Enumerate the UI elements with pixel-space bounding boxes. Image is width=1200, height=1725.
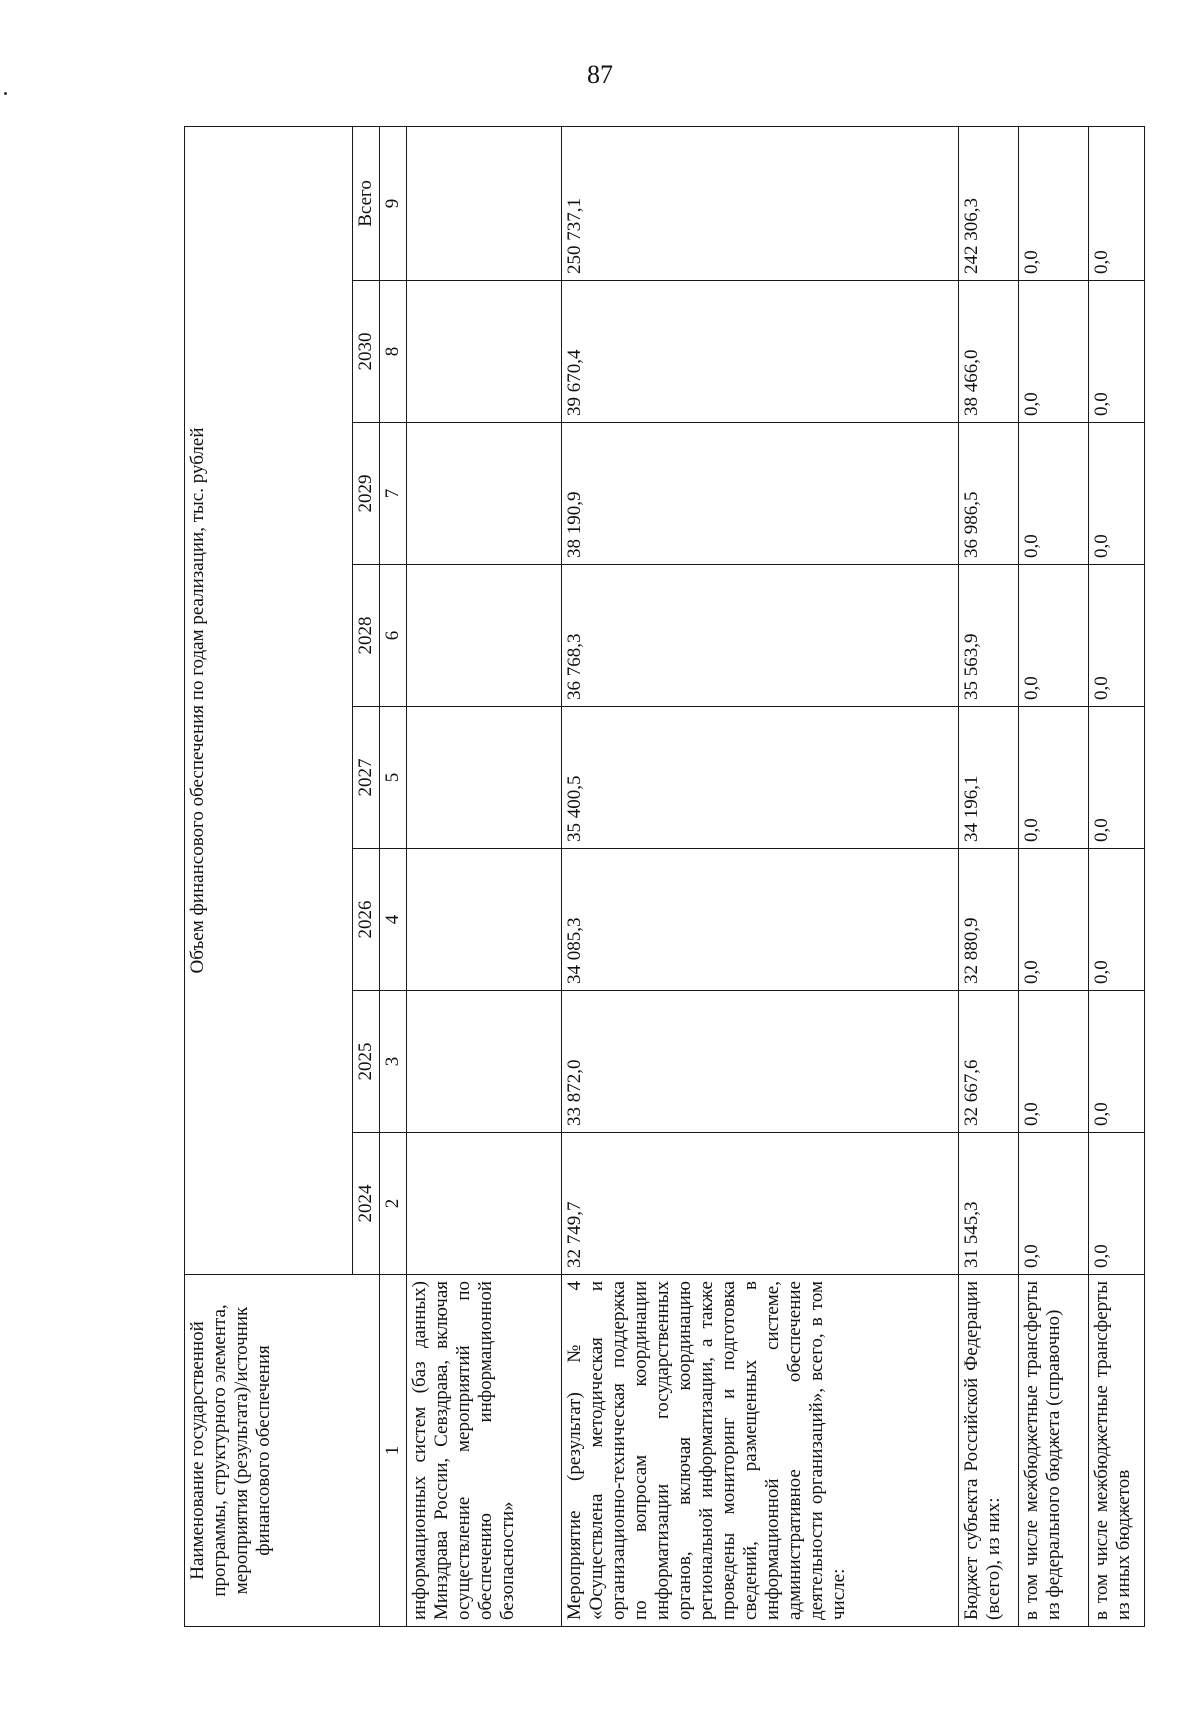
total-cell: 250 737,1 — [562, 126, 959, 280]
value-cell: 34 196,1 — [959, 707, 1019, 849]
table-row — [959, 126, 1019, 1626]
value-cell — [407, 707, 562, 849]
financing-table — [184, 126, 1145, 1627]
value-cell: 32 667,6 — [959, 991, 1019, 1133]
column-number: 9 — [380, 126, 407, 280]
table-row — [1019, 126, 1089, 1626]
value-cell: 33 872,0 — [562, 991, 959, 1133]
value-cell: 0,0 — [1089, 565, 1145, 707]
total-header: Всего — [353, 126, 380, 280]
column-number: 5 — [380, 707, 407, 849]
column-number: 4 — [380, 849, 407, 991]
value-cell — [407, 1133, 562, 1275]
value-cell: 0,0 — [1019, 849, 1089, 991]
total-cell: 242 306,3 — [959, 126, 1019, 280]
value-cell: 35 400,5 — [562, 707, 959, 849]
value-cell: 0,0 — [1089, 281, 1145, 423]
header-main-cell: Объем финансового обеспечения по годам реализации, тыс. рублей — [185, 126, 353, 1274]
total-cell: 0,0 — [1089, 126, 1145, 280]
row-name-cell: Мероприятие (результат) № 4 «Осуществлена методическая и организационно-техническая поддержка по вопросам координации информатизации государственных органов, включая координацию региональной информатизации, а также проведены мониторинг и подготовка сведений, размещенных в информационной системе, административное обеспечение деятельности организаций», всего, в том числе: — [562, 1275, 959, 1627]
row-name-cell: в том числе межбюджетные трансферты из иных бюджетов — [1089, 1275, 1145, 1627]
value-cell: 0,0 — [1089, 1133, 1145, 1275]
column-number: 8 — [380, 281, 407, 423]
table-row — [1089, 126, 1145, 1626]
column-number: 2 — [380, 1133, 407, 1275]
scan-dot — [4, 92, 7, 95]
year-header: 2027 — [353, 707, 380, 849]
value-cell: 0,0 — [1019, 565, 1089, 707]
row-name-cell: в том числе межбюджетные трансферты из федерального бюджета (справочно) — [1019, 1275, 1089, 1627]
value-cell — [407, 991, 562, 1133]
year-header: 2024 — [353, 1133, 380, 1275]
value-cell: 38 190,9 — [562, 423, 959, 565]
header-row — [185, 126, 353, 1626]
column-number: 3 — [380, 991, 407, 1133]
value-cell: 31 545,3 — [959, 1133, 1019, 1275]
column-numbers-row — [380, 126, 407, 1626]
header-name-cell: Наименование государственной программы, структурного элемента, мероприятия (результата)/источник финансового обеспечения — [185, 1275, 380, 1627]
value-cell: 0,0 — [1089, 991, 1145, 1133]
value-cell: 36 986,5 — [959, 423, 1019, 565]
value-cell: 39 670,4 — [562, 281, 959, 423]
table-row — [562, 126, 959, 1626]
value-cell — [407, 281, 562, 423]
rotated-table-container — [184, 127, 1142, 1627]
value-cell — [407, 565, 562, 707]
year-header: 2029 — [353, 423, 380, 565]
table-row — [407, 126, 562, 1626]
value-cell: 35 563,9 — [959, 565, 1019, 707]
total-cell — [407, 126, 562, 280]
value-cell: 38 466,0 — [959, 281, 1019, 423]
value-cell: 0,0 — [1019, 281, 1089, 423]
year-header: 2028 — [353, 565, 380, 707]
value-cell: 0,0 — [1019, 1133, 1089, 1275]
value-cell — [407, 849, 562, 991]
value-cell: 0,0 — [1089, 849, 1145, 991]
column-number: 7 — [380, 423, 407, 565]
page-number: 87 — [587, 60, 613, 89]
column-number: 6 — [380, 565, 407, 707]
value-cell: 32 749,7 — [562, 1133, 959, 1275]
row-name-cell: Бюджет субъекта Российской Федерации (всего), из них: — [959, 1275, 1019, 1627]
value-cell: 0,0 — [1089, 707, 1145, 849]
row-name-cell: информационных систем (баз данных) Минздрава России, Севздрава, включая осуществление мероприятий по обеспечению информационной безопасности» — [407, 1275, 562, 1627]
value-cell: 0,0 — [1019, 423, 1089, 565]
column-number: 1 — [380, 1275, 407, 1627]
value-cell: 32 880,9 — [959, 849, 1019, 991]
year-header: 2030 — [353, 281, 380, 423]
value-cell: 36 768,3 — [562, 565, 959, 707]
total-cell: 0,0 — [1019, 126, 1089, 280]
value-cell — [407, 423, 562, 565]
value-cell: 34 085,3 — [562, 849, 959, 991]
value-cell: 0,0 — [1089, 423, 1145, 565]
value-cell: 0,0 — [1019, 991, 1089, 1133]
year-header: 2025 — [353, 991, 380, 1133]
year-header: 2026 — [353, 849, 380, 991]
value-cell: 0,0 — [1019, 707, 1089, 849]
